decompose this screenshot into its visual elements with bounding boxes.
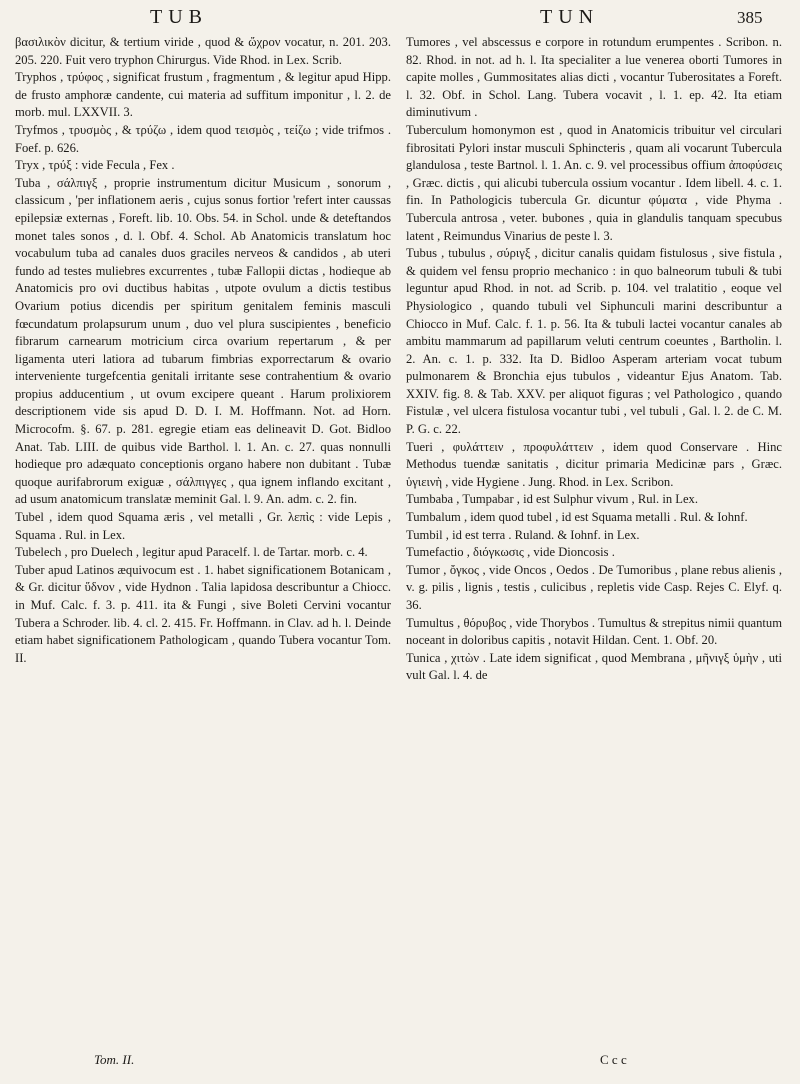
entry-tuber: Tuber apud Latinos æquivocum est . 1. habet significationem Botanicam , & Gr. dicitur ὕδνον , vide Hydnon . Talia lapidosa describuntur a Chiocc. in Muf. Calc. f. 3. p. 411. ita & Fungi , sive Boleti Cervini vocantur Tubera a Schroder. lib. 4. cl. 2. 415. Fr. Hoffmann. in Clav. ad h. l. Deinde etiam habet significationem Pathologicam , quando Tubera vocantur Tom. II. [15,562,391,665]
entry-tryfmos: Tryfmos , τρυσμὸς , & τρύζω , idem quod τεισμὸς , τείζω ; vide trifmos . Foef. p. 626. [15,122,391,155]
right-column [406,34,782,1070]
entry-tumbil: Tumbil , id est terra . Ruland. & Iohnf. in Lex. [406,527,640,542]
entry-tuberculum: Tuberculum homonymon est , quod in Anatomicis tribuitur vel circulari fibrositati Pylori instar musculi Sphincteris , quam ali vocarunt Tubercula glandulosa , teste Bartnol. l. 1. An. c. 9. vel processibus offium ἀποφύσεις , Græc. dictis , qui alicubi tubercula ossium vocantur . Idem libell. 4. c. 1. fin. In Pathologicis tubercula Gr. dicuntur φύματα , vide Phyma . Tubercula antrosa , veter. bubones , quia in glandulis tanquam specubus latent , Reimundus Vinarius de peste l. 3. [406,122,782,243]
page-number: 385 [737,8,763,27]
entry-tumores-continued: Tumores , vel abscessus e corpore in rotundum erumpentes . Scribon. n. 82. Rhod. in not. ad h. l. Ita specialiter a lue venerea oborti Tumores in capite molles , Gummositates alias dicti , vocantur Tuberositates a Foreft. l. 32. Obf. in Schol. Lang. Tubera vocavit , l. 1. ep. 42. Ita etiam diminutivum . [406,35,782,120]
entry-tryphos: Tryphos , τρύφος , significat frustum , fragmentum , & legitur apud Hipp. de frusto amphoræ candente, cui materia ad suffitum imponitur , l. 2. de morb. mul. LXXVII. 3. [15,70,391,120]
entry-tumefactio: Tumefactio , διόγκωσις , vide Dioncosis . [406,545,615,560]
entry-tunica: Tunica , χιτὼν . Late idem significat , quod Membrana , μῆνιγξ ὑμὴν , uti vult Gal. l. 4. de [406,650,782,683]
entry-tumultus: Tumultus , θόρυβος , vide Thorybos . Tumultus & strepitus nimii quantum noceant in doloribus capitis , notavit Hildan. Cent. 1. Obf. 20. [406,615,782,648]
entry-tumbaba: Tumbaba , Tumpabar , id est Sulphur vivum , Rul. in Lex. [406,492,698,507]
entry-tryx: Tryx , τρύξ : vide Fecula , Fex . [15,158,175,173]
entry-tubelech: Tubelech , pro Duelech , legitur apud Paracelf. l. de Tartar. morb. c. 4. [15,545,368,560]
entry-tumor: Tumor , ὄγκος , vide Oncos , Oedos . De Tumoribus , plane rebus alienis , v. g. pilis , lignis , testis , culicibus , repletis vide Casp. Rejes C. Elyf. q. 36. [406,562,782,612]
running-header [0,6,800,34]
entry-tubel: Tubel , idem quod Squama æris , vel metalli , Gr. λεπὶς : vide Lepis , Squama . Rul. in Lex. [15,510,391,542]
volume-mark: Tom. II. [94,1052,135,1067]
signature-mark: C c c [600,1052,627,1067]
left-running-head: TUB [150,6,208,28]
entry-tuba: Tuba , σάλπιγξ , proprie instrumentum dicitur Musicum , sonorum , classicum , 'per inflationem aeris , cujus sonus fortior 'refert inter caussas epilepsiæ externas , Foreft. lib. 10. Obs. 54. in Schol. unde & deteftandos monet tales sonos , d. l. Obf. 4. Schol. Ab Anatomicis translatum hoc vocabulum tuba ad canales duos graciles nerveos & candidos , ab uteri fundo ad testes muliebres excurrentes , tubæ Fallopii dictas , hodieque ab Anatomicis pro ovi ductibus habitas , utpote ovulum a dictis testibus Ovarium potius dicendis per spiritum genitalem feminis masculi fœcundatum prolapsurum unum , duo vel plura suscipientes , beneficio fibrarum carnearum motricium circa ovarium repertarum , & per ligamenta uteri latiora ad tubarum fimbrias exporrectarum & ovario interveniente turgefcentia genitali irritante sese contrahentium & ovario propius adducentium , ut ovum excipere queant . Harum prolixiorem descriptionem vide sis apud D. D. I. M. Hoffmann. Not. ad Horn. Microcofm. §. 67. p. 281. egregie etiam eas delineavit D. Got. Bidloo Anat. Tab. LIII. de quibus vide Barthol. l. 1. An. c. 27. quas nonnulli hodieque pro adæquato conceptionis organo habere non dubitant . Tubæ quoque aurifabrorum exiguæ , σάλπιγγες , qua ignem inflando excitant , ad usum anatomicum translatæ meminit Gal. l. 9. An. adm. c. 2. fin. [15,175,391,507]
entry-tumbalum: Tumbalum , idem quod tubel , id est Squama metalli . Rul. & Iohnf. [406,510,748,525]
entry-tueri: Tueri , φυλάττειν , προφυλάττειν , idem quod Conservare . Hinc Methodus tuendæ sanitatis , dicitur primaria Medicinæ pars , Græc. ὑγιεινὴ , vide Hygiene . Jung. Rhod. in Lex. Scribon. [406,439,782,489]
left-column [15,34,391,1070]
column-divider [399,40,400,1040]
right-running-head: TUN [540,6,600,28]
entry-tubus: Tubus , tubulus , σύριγξ , dicitur canalis quidam fistulosus , sive fistula , & quidem vel fensu proprio mechanico : in quo balneorum tubuli & tubi leguntur apud Rhod. in not. ad Scrib. p. 104. vel tralatitio , eoque vel Physiologico , quando tubuli vel Siphunculi marini describuntur a Chiocco in Muf. Calc. f. 1. p. 56. Ita & tubuli lactei vocantur canales ab ambitu mammarum ad papillarum veluti centrum coeuntes , Bartholin. l. 2. An. c. 1. p. 332. Ita D. Bidloo Asperam arteriam vocat tubum pulmonarem & Bronchia ejus tubulos , videantur Ejus Anatom. Tab. XXIV. fig. 8. & Tab. XXV. per aliquot figuras ; vel Pathologico , quando Fistulæ , vel ulcera fistulosa vocantur tubi , vel tubuli , Gal. l. 2. de C. M. P. G. c. 22. [406,246,782,437]
entry-basilikon: βασιλικὸν dicitur, & tertium viride , quod & ὤχρον vocatur, n. 201. 203. 205. 220. Fuit vero tryphon Chirurgus. Vide Rhod. in Lex. Scrib. [15,35,391,67]
